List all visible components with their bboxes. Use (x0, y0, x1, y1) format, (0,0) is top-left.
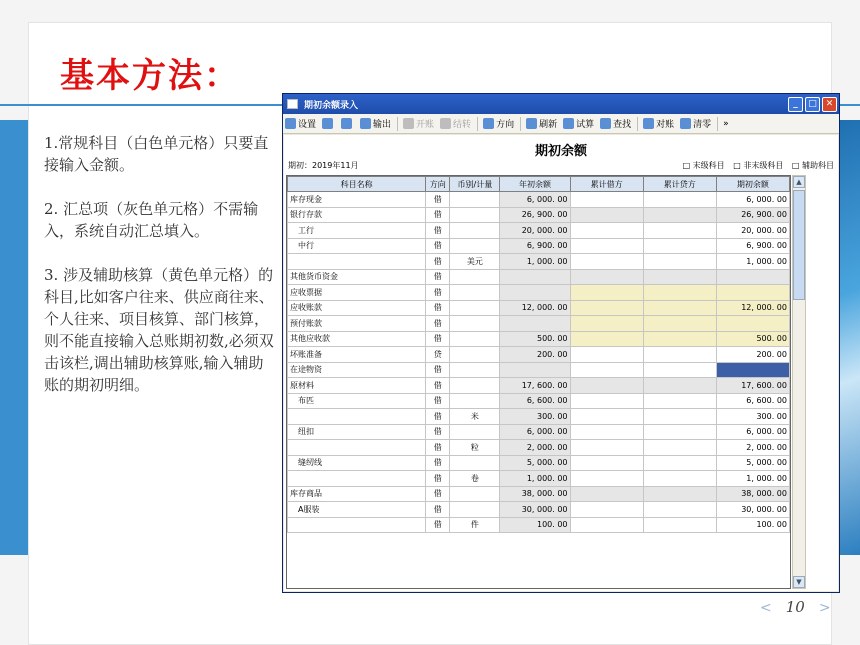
cell-year[interactable]: 300. 00 (500, 409, 570, 425)
cell-open[interactable] (716, 285, 789, 301)
toolbar-label: 方向 (496, 120, 515, 130)
window-icon (287, 99, 298, 109)
cell-open[interactable]: 26, 900. 00 (716, 207, 789, 223)
cell-open[interactable]: 2, 000. 00 (716, 440, 789, 456)
cell-name: 其他货币资金 (288, 269, 426, 285)
cell-unit (450, 285, 500, 301)
cell-year[interactable]: 200. 00 (500, 347, 570, 363)
point-1: 1.常规科目（白色单元格）只要直接输入金额。 (44, 134, 269, 174)
cell-credit[interactable] (643, 285, 716, 301)
cell-debit[interactable] (570, 331, 643, 347)
period-label: 期初：2019年11月 (288, 161, 359, 170)
cell-open[interactable]: 12, 000. 00 (716, 300, 789, 316)
cell-unit (450, 378, 500, 394)
cell-name (288, 409, 426, 425)
cell-dir: 借 (426, 424, 450, 440)
toolbar-icon (483, 118, 494, 129)
cell-dir: 借 (426, 362, 450, 378)
prev-page-icon[interactable]: < (760, 600, 772, 616)
cell-unit (450, 347, 500, 363)
cell-dir: 借 (426, 471, 450, 487)
cell-credit[interactable] (643, 300, 716, 316)
toolbar-button-8[interactable] (563, 117, 594, 130)
toolbar-label: 清零 (693, 120, 712, 130)
cell-dir: 借 (426, 378, 450, 394)
cell-open[interactable]: 200. 00 (716, 347, 789, 363)
toolbar-label: 对账 (656, 120, 675, 130)
cell-debit[interactable] (570, 424, 643, 440)
table-row[interactable] (288, 347, 790, 363)
cell-credit[interactable] (643, 238, 716, 254)
toolbar-label: 试算 (576, 120, 595, 130)
cell-debit[interactable] (570, 471, 643, 487)
cell-unit: 卷 (450, 471, 500, 487)
cell-name: 缝纫线 (288, 455, 426, 471)
table-row[interactable] (288, 285, 790, 301)
balance-grid (286, 175, 791, 589)
cell-open[interactable]: 1, 000. 00 (716, 254, 789, 270)
cell-open[interactable]: 5, 000. 00 (716, 455, 789, 471)
cell-debit[interactable] (570, 378, 643, 394)
cell-debit[interactable] (570, 362, 643, 378)
cell-year[interactable]: 6, 000. 00 (500, 424, 570, 440)
table-row[interactable] (288, 440, 790, 456)
column-header[interactable]: 币别/计量 (450, 177, 500, 192)
cell-dir: 借 (426, 223, 450, 239)
cell-credit[interactable] (643, 440, 716, 456)
cell-year[interactable]: 100. 00 (500, 517, 570, 533)
cell-unit (450, 502, 500, 518)
cell-debit[interactable] (570, 238, 643, 254)
cell-name (288, 254, 426, 270)
cell-debit[interactable] (570, 393, 643, 409)
cell-year[interactable]: 30, 000. 00 (500, 502, 570, 518)
cell-debit[interactable] (570, 502, 643, 518)
cell-open[interactable]: 6, 000. 00 (716, 192, 789, 208)
toolbar-label: 开账 (416, 120, 435, 130)
slide-title: 基本方法： (60, 56, 240, 96)
table-row[interactable] (288, 223, 790, 239)
cell-debit[interactable] (570, 455, 643, 471)
window-content (284, 135, 838, 591)
cell-year[interactable]: 20, 000. 00 (500, 223, 570, 239)
next-page-icon[interactable]: > (818, 600, 831, 616)
toolbar-label: 刷新 (539, 120, 558, 130)
cell-dir: 借 (426, 269, 450, 285)
toolbar-separator (520, 117, 521, 131)
cell-open[interactable] (716, 316, 789, 332)
table-row[interactable] (288, 300, 790, 316)
toolbar-label: 结转 (453, 120, 472, 130)
cell-name: 预付账款 (288, 316, 426, 332)
cell-name (288, 471, 426, 487)
cell-open[interactable] (716, 269, 789, 285)
cell-open[interactable]: 30, 000. 00 (716, 502, 789, 518)
cell-name (288, 517, 426, 533)
cell-name: 库存商品 (288, 486, 426, 502)
cell-debit[interactable] (570, 409, 643, 425)
cell-credit[interactable] (643, 486, 716, 502)
cell-debit[interactable] (570, 223, 643, 239)
cell-open[interactable]: 1, 000. 00 (716, 471, 789, 487)
column-header[interactable]: 方向 (426, 177, 450, 192)
toolbar-button-12[interactable] (723, 119, 729, 129)
cell-debit[interactable] (570, 316, 643, 332)
toolbar-icon (285, 118, 296, 129)
toolbar-icon (322, 118, 333, 129)
toolbar-label: 设置 (298, 120, 317, 130)
cell-year[interactable] (500, 362, 570, 378)
page-number: 10 (785, 598, 805, 616)
cell-name: 其他应收款 (288, 331, 426, 347)
cell-open[interactable]: 6, 000. 00 (716, 424, 789, 440)
cell-credit[interactable] (643, 207, 716, 223)
toolbar-icon (600, 118, 611, 129)
cell-debit[interactable] (570, 440, 643, 456)
window-titlebar (283, 94, 839, 114)
cell-unit (450, 316, 500, 332)
cell-debit[interactable] (570, 517, 643, 533)
window-title: 期初余额录入 (304, 100, 359, 111)
cell-dir: 借 (426, 300, 450, 316)
toolbar-icon (643, 118, 654, 129)
cell-unit (450, 192, 500, 208)
cell-credit[interactable] (643, 378, 716, 394)
toolbar-separator (397, 117, 398, 131)
cell-name: 布匹 (288, 393, 426, 409)
cell-unit: 粒 (450, 440, 500, 456)
cell-year[interactable]: 6, 000. 00 (500, 192, 570, 208)
cell-year[interactable] (500, 285, 570, 301)
grid-body (288, 192, 790, 533)
table-row[interactable] (288, 331, 790, 347)
toolbar-separator (717, 117, 718, 131)
cell-year[interactable] (500, 269, 570, 285)
toolbar-button-11[interactable] (680, 117, 711, 130)
cell-credit[interactable] (643, 393, 716, 409)
table-row[interactable] (288, 269, 790, 285)
cell-year[interactable] (500, 316, 570, 332)
scroll-up-icon[interactable]: ▲ (793, 176, 805, 188)
cell-unit (450, 300, 500, 316)
cell-debit[interactable] (570, 486, 643, 502)
point-2: 2. 汇总项（灰色单元格）不需输入，系统自动汇总填入。 (44, 200, 259, 240)
toolbar-icon (360, 118, 371, 129)
toolbar-button-4[interactable] (403, 117, 434, 130)
table-row[interactable] (288, 486, 790, 502)
cell-debit[interactable] (570, 285, 643, 301)
legend (677, 160, 834, 172)
legend-aux: □ 辅助科目 (791, 161, 834, 170)
cell-name: 应收票据 (288, 285, 426, 301)
cell-name: 工行 (288, 223, 426, 239)
cell-open[interactable]: 6, 900. 00 (716, 238, 789, 254)
cell-credit[interactable] (643, 269, 716, 285)
cell-unit (450, 238, 500, 254)
cell-credit[interactable] (643, 331, 716, 347)
cell-open[interactable]: 100. 00 (716, 517, 789, 533)
table-row[interactable] (288, 207, 790, 223)
cell-dir: 借 (426, 393, 450, 409)
instruction-text (44, 132, 276, 418)
cell-year[interactable]: 6, 900. 00 (500, 238, 570, 254)
sheet-subheader (284, 158, 838, 172)
table-row[interactable] (288, 502, 790, 518)
toolbar-icon (680, 118, 691, 129)
cell-dir: 借 (426, 331, 450, 347)
toolbar-button-3[interactable] (360, 117, 391, 130)
toolbar-icon (440, 118, 451, 129)
cell-dir: 借 (426, 285, 450, 301)
toolbar-button-2[interactable] (341, 118, 354, 129)
cell-year[interactable]: 6, 600. 00 (500, 393, 570, 409)
cell-dir: 借 (426, 409, 450, 425)
cell-dir: 借 (426, 502, 450, 518)
table-row[interactable] (288, 424, 790, 440)
table-row[interactable] (288, 393, 790, 409)
cell-dir: 借 (426, 254, 450, 270)
cell-dir: 借 (426, 455, 450, 471)
column-header[interactable]: 累计贷方 (643, 177, 716, 192)
cell-dir: 借 (426, 316, 450, 332)
cell-open[interactable]: 17, 600. 00 (716, 378, 789, 394)
toolbar-separator (637, 117, 638, 131)
opening-balance-window (282, 93, 840, 593)
minimize-button[interactable]: _ (788, 97, 803, 112)
cell-name: 中行 (288, 238, 426, 254)
column-header[interactable]: 科目名称 (288, 177, 426, 192)
toolbar-button-5[interactable] (440, 117, 471, 130)
cell-credit[interactable] (643, 517, 716, 533)
cell-unit (450, 486, 500, 502)
cell-debit[interactable] (570, 347, 643, 363)
table-row[interactable] (288, 362, 790, 378)
toolbar-icon (526, 118, 537, 129)
cell-dir: 借 (426, 440, 450, 456)
cell-debit[interactable] (570, 300, 643, 316)
cell-year[interactable]: 1, 000. 00 (500, 254, 570, 270)
cell-unit (450, 362, 500, 378)
cell-credit[interactable] (643, 223, 716, 239)
toolbar-button-1[interactable] (322, 118, 335, 129)
cell-credit[interactable] (643, 254, 716, 270)
cell-dir: 借 (426, 486, 450, 502)
toolbar-icon (563, 118, 574, 129)
cell-year[interactable]: 12, 000. 00 (500, 300, 570, 316)
cell-unit (450, 393, 500, 409)
table-row[interactable] (288, 316, 790, 332)
cell-unit (450, 424, 500, 440)
cell-dir: 借 (426, 207, 450, 223)
cell-unit (450, 223, 500, 239)
cell-name: 库存现金 (288, 192, 426, 208)
cell-unit (450, 207, 500, 223)
toolbar-label: 输出 (373, 120, 392, 130)
table-row[interactable] (288, 238, 790, 254)
cell-year[interactable]: 26, 900. 00 (500, 207, 570, 223)
toolbar-button-6[interactable] (483, 117, 514, 130)
cell-credit[interactable] (643, 471, 716, 487)
column-header[interactable]: 期初余额 (716, 177, 789, 192)
vertical-scrollbar[interactable] (792, 175, 806, 589)
cell-credit[interactable] (643, 362, 716, 378)
toolbar-icon (403, 118, 414, 129)
cell-open[interactable]: 38, 000. 00 (716, 486, 789, 502)
maximize-button[interactable]: □ (805, 97, 820, 112)
cell-name: A服装 (288, 502, 426, 518)
cell-name: 应收账款 (288, 300, 426, 316)
cell-credit[interactable] (643, 502, 716, 518)
legend-nonleaf: □ 非末级科目 (733, 161, 784, 170)
toolbar-label: 查找 (613, 120, 632, 130)
cell-year[interactable]: 2, 000. 00 (500, 440, 570, 456)
column-header[interactable]: 年初余额 (500, 177, 570, 192)
scroll-thumb[interactable] (793, 190, 805, 300)
table-row[interactable] (288, 471, 790, 487)
cell-open[interactable]: 500. 00 (716, 331, 789, 347)
sheet-heading: 期初余额 (534, 144, 587, 159)
toolbar-separator (477, 117, 478, 131)
cell-year[interactable]: 5, 000. 00 (500, 455, 570, 471)
cell-name: 纽扣 (288, 424, 426, 440)
pager (746, 598, 845, 616)
column-header[interactable]: 累计借方 (570, 177, 643, 192)
cell-year[interactable]: 500. 00 (500, 331, 570, 347)
cell-year[interactable]: 17, 600. 00 (500, 378, 570, 394)
cell-dir: 借 (426, 192, 450, 208)
cell-year[interactable]: 1, 000. 00 (500, 471, 570, 487)
cell-unit: 米 (450, 409, 500, 425)
cell-name: 在途物资 (288, 362, 426, 378)
cell-debit[interactable] (570, 269, 643, 285)
point-3: 3. 涉及辅助核算（黄色单元格）的科目,比如客户往来、供应商往来、个人往来、项目核算、部门核算，则不能直接输入总账期初数,必须双击该栏,调出辅助核算账,输入辅助账的期初明细。 (44, 266, 274, 394)
cell-debit[interactable] (570, 207, 643, 223)
cell-credit[interactable] (643, 409, 716, 425)
cell-name (288, 440, 426, 456)
cell-open[interactable]: 20, 000. 00 (716, 223, 789, 239)
cell-dir: 贷 (426, 347, 450, 363)
legend-leaf: □ 末级科目 (682, 161, 725, 170)
cell-unit (450, 331, 500, 347)
cell-credit[interactable] (643, 347, 716, 363)
toolbar-button-7[interactable] (526, 117, 557, 130)
cell-debit[interactable] (570, 192, 643, 208)
toolbar-button-0[interactable] (285, 117, 316, 130)
cell-credit[interactable] (643, 455, 716, 471)
scroll-down-icon[interactable]: ▼ (793, 576, 805, 588)
cell-unit: 美元 (450, 254, 500, 270)
cell-name: 银行存款 (288, 207, 426, 223)
cell-open[interactable] (716, 362, 789, 378)
toolbar-icon (341, 118, 352, 129)
toolbar-button-9[interactable] (600, 117, 631, 130)
cell-debit[interactable] (570, 254, 643, 270)
cell-dir: 借 (426, 517, 450, 533)
close-button[interactable]: ✕ (822, 97, 837, 112)
cell-name: 原材料 (288, 378, 426, 394)
cell-unit (450, 455, 500, 471)
table-row[interactable] (288, 192, 790, 208)
cell-open[interactable]: 300. 00 (716, 409, 789, 425)
cell-name: 坏账准备 (288, 347, 426, 363)
grid-header-row (288, 177, 790, 192)
cell-dir: 借 (426, 238, 450, 254)
cell-open[interactable]: 6, 600. 00 (716, 393, 789, 409)
toolbar (283, 114, 839, 134)
cell-unit: 件 (450, 517, 500, 533)
cell-credit[interactable] (643, 424, 716, 440)
table-row[interactable] (288, 378, 790, 394)
cell-credit[interactable] (643, 316, 716, 332)
table-row[interactable] (288, 455, 790, 471)
cell-unit (450, 269, 500, 285)
table-row[interactable] (288, 517, 790, 533)
toolbar-label: » (723, 118, 729, 129)
table-row[interactable] (288, 254, 790, 270)
cell-year[interactable]: 38, 000. 00 (500, 486, 570, 502)
cell-credit[interactable] (643, 192, 716, 208)
toolbar-button-10[interactable] (643, 117, 674, 130)
table-row[interactable] (288, 409, 790, 425)
